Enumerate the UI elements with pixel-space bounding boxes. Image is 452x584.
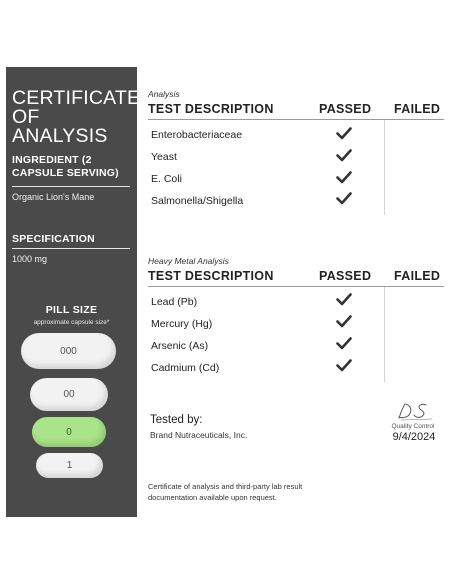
summary-panel xyxy=(6,67,141,517)
heavy-header-rule xyxy=(148,286,444,287)
analysis-row-label: Salmonella/Shigella xyxy=(151,195,244,207)
quality-control-label: Quality Control xyxy=(391,423,435,430)
heavy-column-divider xyxy=(384,287,385,382)
passed-check-icon xyxy=(336,293,352,306)
passed-check-icon xyxy=(336,337,352,350)
passed-check-icon xyxy=(336,127,352,140)
analysis-header-rule xyxy=(148,119,444,120)
analysis-caption: Analysis xyxy=(148,89,180,99)
specification-value: 1000 mg xyxy=(12,254,48,264)
passed-check-icon xyxy=(336,315,352,328)
ingredient-value: Organic Lion's Mane xyxy=(12,192,95,202)
heavy-row-label: Mercury (Hg) xyxy=(151,318,213,330)
analysis-col-passed: PASSED xyxy=(319,102,372,116)
heavy-col-failed: FAILED xyxy=(394,269,441,283)
analysis-row-label: Enterobacteriaceae xyxy=(151,129,243,141)
capsule-size-1: 1 xyxy=(36,453,103,478)
specification-label: SPECIFICATION xyxy=(12,233,95,245)
heavy-row-label: Lead (Pb) xyxy=(151,296,198,308)
analysis-col-description: TEST DESCRIPTION xyxy=(148,102,274,116)
heavy-row-label: Arsenic (As) xyxy=(151,340,209,352)
tested-by-label: Tested by: xyxy=(150,414,203,426)
analysis-col-failed: FAILED xyxy=(394,102,441,116)
passed-check-icon xyxy=(336,171,352,184)
heavy-col-description: TEST DESCRIPTION xyxy=(148,269,274,283)
quality-control-date: 9/4/2024 xyxy=(392,431,436,443)
quality-control-signature xyxy=(396,401,436,421)
ingredient-label: INGREDIENT (2 CAPSULE SERVING) xyxy=(12,154,119,179)
heavy-row-label: Cadmium (Cd) xyxy=(151,362,220,374)
tested-by-company: Brand Nutraceuticals, Inc. xyxy=(150,430,248,440)
capsule-size-000: 000 xyxy=(21,333,116,369)
capsule-size-00: 00 xyxy=(30,378,108,411)
analysis-row-label: Yeast xyxy=(151,151,177,163)
ingredient-divider xyxy=(12,186,130,187)
pill-size-subtitle: approximate capsule size* xyxy=(33,319,110,326)
capsule-size-0: 0 xyxy=(32,417,106,447)
passed-check-icon xyxy=(336,149,352,162)
pill-size-title: PILL SIZE xyxy=(45,304,98,316)
footer-note: Certificate of analysis and third-party lab result documentation available upon request. xyxy=(148,482,303,502)
specification-divider xyxy=(12,248,130,249)
passed-check-icon xyxy=(336,192,352,205)
certificate-title: CERTIFICATE OF ANALYSIS xyxy=(12,87,141,147)
analysis-column-divider xyxy=(384,120,385,215)
passed-check-icon xyxy=(336,359,352,372)
heavy-col-passed: PASSED xyxy=(319,269,372,283)
heavy-metal-caption: Heavy Metal Analysis xyxy=(148,256,229,266)
analysis-row-label: E. Coli xyxy=(151,173,182,185)
